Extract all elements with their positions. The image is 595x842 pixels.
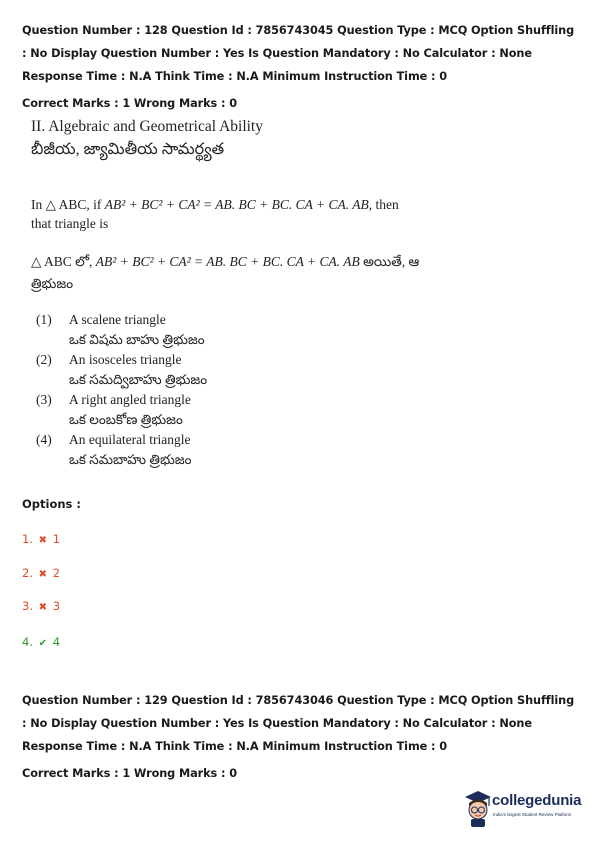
option-telugu: ఒక సమబాహు త్రిభుజం <box>69 452 192 467</box>
choice-2 <box>22 566 60 580</box>
wrong-mark-icon: ✖ <box>38 602 48 613</box>
option-telugu: ఒక విషమ బాహు త్రిభుజం <box>69 332 205 347</box>
check-mark-icon: ✔ <box>38 638 48 649</box>
choice-4 <box>22 635 60 649</box>
logo-wordmark: collegedunia <box>492 792 582 809</box>
question-en-suffix: , then that triangle is <box>31 197 399 231</box>
collegedunia-logo <box>462 786 587 830</box>
option-telugu: ఒక లంబకోణ త్రిభుజం <box>69 412 183 427</box>
choice-index: 4. <box>22 635 33 649</box>
option-telugu: ఒక సమద్విబాహు త్రిభుజం <box>69 372 208 387</box>
question-te-prefix: △ ABC లో, <box>31 254 93 269</box>
section-title-telugu: బీజీయ, జ్యామితీయ సామర్థ్యత <box>31 141 225 158</box>
option-number: (1) <box>36 312 52 327</box>
choice-1 <box>22 532 60 546</box>
option-number: (4) <box>36 432 52 447</box>
wrong-mark-icon: ✖ <box>38 535 48 546</box>
question-128-marks: Correct Marks : 1 Wrong Marks : 0 <box>22 97 238 110</box>
choice-index: 2. <box>22 566 33 580</box>
choice-value: 3 <box>52 599 61 613</box>
choice-index: 3. <box>22 599 33 613</box>
section-title: II. Algebraic and Geometrical Ability <box>31 118 263 135</box>
question-en-equation: AB² + BC² + CA² = AB. BC + BC. CA + CA. AB <box>104 197 369 212</box>
choice-value: 4 <box>52 635 61 649</box>
option-number: (2) <box>36 352 52 367</box>
question-te-suffix: అయితే, ఆ త్రిభుజం <box>31 254 420 291</box>
option-english: An equilateral triangle <box>69 432 191 447</box>
wrong-mark-icon: ✖ <box>38 569 48 580</box>
question-te-equation: AB² + BC² + CA² = AB. BC + BC. CA + CA. AB <box>95 254 360 269</box>
question-text-english <box>31 195 411 233</box>
student-mascot-icon <box>462 788 492 828</box>
option-english: An isosceles triangle <box>69 352 182 367</box>
option-number: (3) <box>36 392 52 407</box>
options-label: Options : <box>22 497 81 511</box>
logo-tagline: India's largest Student Review Platform <box>493 812 572 817</box>
question-128-metadata: Question Number : 128 Question Id : 7856743045 Question Type : MCQ Option Shuffling : No Display Question Number : Yes Is Question Mandatory : No Calculator : None Response Time : N.A Think Time : N.A Minimum Instruction Time : 0 <box>22 24 575 83</box>
choice-value: 1 <box>52 532 61 546</box>
question-en-prefix: In △ ABC, if <box>31 197 102 212</box>
choice-value: 2 <box>52 566 61 580</box>
option-english: A scalene triangle <box>69 312 166 327</box>
option-english: A right angled triangle <box>69 392 191 407</box>
choice-3 <box>22 599 60 613</box>
question-text-telugu <box>31 251 451 295</box>
question-129-marks: Correct Marks : 1 Wrong Marks : 0 <box>22 767 238 780</box>
choice-index: 1. <box>22 532 33 546</box>
question-129-metadata: Question Number : 129 Question Id : 7856743046 Question Type : MCQ Option Shuffling : No Display Question Number : Yes Is Question Mandatory : No Calculator : None Response Time : N.A Think Time : N.A Minimum Instruction Time : 0 <box>22 694 575 753</box>
